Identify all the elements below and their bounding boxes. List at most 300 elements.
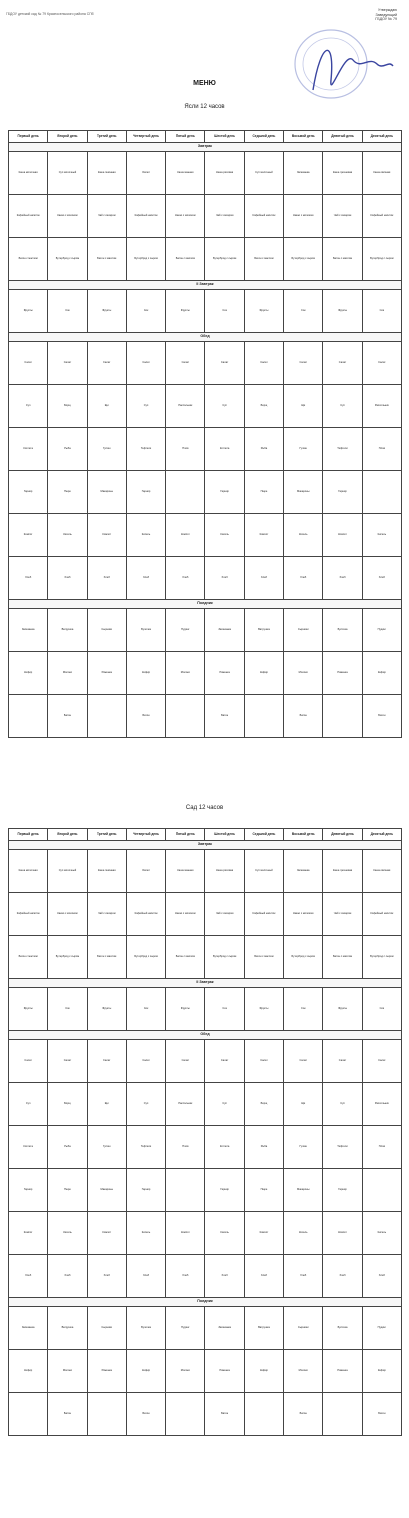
dish-cell: Кефир bbox=[126, 652, 165, 695]
dish-cell: Батон bbox=[284, 695, 323, 738]
approval-line: Заведующий bbox=[375, 12, 397, 17]
dish-cell: Хлеб bbox=[87, 1255, 126, 1298]
table-row bbox=[9, 342, 402, 385]
dish-cell: Макароны bbox=[87, 1169, 126, 1212]
meal-section-header: Обед bbox=[9, 1031, 402, 1040]
table-row bbox=[9, 428, 402, 471]
dish-cell: Гуляш bbox=[284, 1126, 323, 1169]
dish-cell: Бутерброд с сыром bbox=[205, 238, 244, 281]
dish-cell: Фрукты bbox=[87, 988, 126, 1031]
table-row bbox=[9, 238, 402, 281]
dish-cell: Сок bbox=[205, 290, 244, 333]
dish-cell: Компот bbox=[323, 514, 362, 557]
dish-cell: Гарнир bbox=[126, 1169, 165, 1212]
dish-cell: Кофейный напиток bbox=[9, 893, 48, 936]
dish-cell: Чай с сахаром bbox=[87, 195, 126, 238]
dish-cell: Щи bbox=[87, 1083, 126, 1126]
dish-cell: Бутерброд с сыром bbox=[48, 936, 87, 979]
dish-cell: Батон bbox=[48, 1393, 87, 1436]
meal-section-header: Полдник bbox=[9, 1298, 402, 1307]
dish-cell: Запеканка bbox=[9, 1307, 48, 1350]
dish-cell: Хлеб bbox=[284, 1255, 323, 1298]
dish-cell: Хлеб bbox=[323, 1255, 362, 1298]
dish-cell: Салат bbox=[323, 342, 362, 385]
dish-cell: Хлеб bbox=[9, 1255, 48, 1298]
dish-cell: Батон с маслом bbox=[9, 936, 48, 979]
dish-cell: Сырники bbox=[284, 1307, 323, 1350]
dish-cell: Ватрушка bbox=[48, 1307, 87, 1350]
dish-cell: Котлета bbox=[205, 428, 244, 471]
dish-cell: Батон с маслом bbox=[166, 238, 205, 281]
dish-cell: Каша овсяная bbox=[362, 850, 401, 893]
dish-cell: Каша гречневая bbox=[323, 152, 362, 195]
dish-cell: Рыба bbox=[48, 1126, 87, 1169]
dish-cell: Рыба bbox=[48, 428, 87, 471]
dish-cell: Фрукты bbox=[166, 290, 205, 333]
dish-cell: Салат bbox=[87, 1040, 126, 1083]
dish-cell: Сок bbox=[362, 290, 401, 333]
dish-cell: Фрукты bbox=[244, 988, 283, 1031]
dish-cell: Батон с маслом bbox=[9, 238, 48, 281]
dish-cell: Чай с сахаром bbox=[323, 893, 362, 936]
table-row bbox=[9, 1393, 402, 1436]
day-header: Восьмой день bbox=[284, 131, 323, 143]
dish-cell: Хлеб bbox=[87, 557, 126, 600]
dish-cell: Булочка bbox=[323, 609, 362, 652]
dish-cell: Омлет bbox=[126, 152, 165, 195]
approval-line: ГБДОУ № 79 bbox=[375, 17, 397, 22]
dish-cell: Гарнир bbox=[205, 471, 244, 514]
meal-section-header: II Завтрак bbox=[9, 979, 402, 988]
dish-cell: Гуляш bbox=[87, 1126, 126, 1169]
dish-cell: Фрукты bbox=[323, 290, 362, 333]
meal-section-header: II Завтрак bbox=[9, 281, 402, 290]
dish-cell: Тефтели bbox=[323, 428, 362, 471]
dish-cell bbox=[9, 1393, 48, 1436]
dish-cell: Какао с молоком bbox=[284, 893, 323, 936]
dish-cell: Чай с сахаром bbox=[87, 893, 126, 936]
dish-cell: Хлеб bbox=[362, 557, 401, 600]
dish-cell: Борщ bbox=[48, 385, 87, 428]
dish-cell: Кофейный напиток bbox=[244, 195, 283, 238]
table-row bbox=[9, 850, 402, 893]
dish-cell: Кефир bbox=[9, 652, 48, 695]
table-row bbox=[9, 1350, 402, 1393]
dish-cell: Ряженка bbox=[323, 1350, 362, 1393]
dish-cell: Кофейный напиток bbox=[244, 893, 283, 936]
dish-cell: Хлеб bbox=[126, 1255, 165, 1298]
dish-cell: Хлеб bbox=[48, 557, 87, 600]
dish-cell: Какао с молоком bbox=[166, 893, 205, 936]
dish-cell: Фрукты bbox=[323, 988, 362, 1031]
dish-cell: Молоко bbox=[48, 1350, 87, 1393]
dish-cell: Кофейный напиток bbox=[362, 195, 401, 238]
dish-cell: Салат bbox=[9, 1040, 48, 1083]
table1-subtitle: Ясли 12 часов bbox=[184, 104, 225, 110]
table-row bbox=[9, 893, 402, 936]
day-header: Девятый день bbox=[323, 131, 362, 143]
dish-cell: Компот bbox=[323, 1212, 362, 1255]
day-header: Пятый день bbox=[166, 131, 205, 143]
dish-cell: Хлеб bbox=[323, 557, 362, 600]
dish-cell bbox=[87, 695, 126, 738]
dish-cell: Тефтели bbox=[126, 428, 165, 471]
dish-cell: Хлеб bbox=[205, 1255, 244, 1298]
dish-cell: Кисель bbox=[126, 1212, 165, 1255]
dish-cell: Молоко bbox=[284, 652, 323, 695]
dish-cell: Фрукты bbox=[244, 290, 283, 333]
dish-cell: Суп bbox=[126, 1083, 165, 1126]
stamp-signature-icon bbox=[291, 20, 395, 106]
table-row bbox=[9, 988, 402, 1031]
table2-subtitle: Сад 12 часов bbox=[185, 805, 224, 811]
dish-cell bbox=[166, 695, 205, 738]
table-row bbox=[9, 609, 402, 652]
dish-cell: Батон bbox=[362, 1393, 401, 1436]
dish-cell: Гарнир bbox=[9, 471, 48, 514]
dish-cell: Кефир bbox=[244, 1350, 283, 1393]
day-header: Первый день bbox=[9, 131, 48, 143]
dish-cell: Суп молочный bbox=[244, 152, 283, 195]
dish-cell: Каша пшённая bbox=[87, 850, 126, 893]
dish-cell: Кисель bbox=[126, 514, 165, 557]
dish-cell: Кисель bbox=[205, 514, 244, 557]
day-header: Третий день bbox=[87, 829, 126, 841]
dish-cell: Сок bbox=[48, 290, 87, 333]
dish-cell bbox=[362, 471, 401, 514]
dish-cell: Каша манная bbox=[166, 850, 205, 893]
dish-cell: Котлета bbox=[205, 1126, 244, 1169]
menu-title: МЕНЮ bbox=[193, 80, 216, 87]
dish-cell: Хлеб bbox=[166, 557, 205, 600]
dish-cell: Чай с сахаром bbox=[205, 893, 244, 936]
dish-cell: Салат bbox=[126, 1040, 165, 1083]
table-row bbox=[9, 936, 402, 979]
document-header-note: ГБДОУ детский сад № 79 Красносельского района СПб bbox=[6, 12, 94, 16]
dish-cell: Молоко bbox=[166, 652, 205, 695]
dish-cell: Ватрушка bbox=[244, 1307, 283, 1350]
meal-section-header: Завтрак bbox=[9, 143, 402, 152]
dish-cell: Котлета bbox=[9, 428, 48, 471]
dish-cell: Какао с молоком bbox=[166, 195, 205, 238]
dish-cell: Батон bbox=[126, 1393, 165, 1436]
dish-cell: Плов bbox=[166, 428, 205, 471]
dish-cell: Запеканка bbox=[284, 850, 323, 893]
dish-cell: Сок bbox=[205, 988, 244, 1031]
dish-cell: Сырники bbox=[284, 609, 323, 652]
dish-cell: Суп bbox=[9, 1083, 48, 1126]
dish-cell bbox=[244, 1393, 283, 1436]
dish-cell: Компот bbox=[9, 1212, 48, 1255]
dish-cell: Суп bbox=[9, 385, 48, 428]
dish-cell: Рыба bbox=[244, 1126, 283, 1169]
dish-cell: Сок bbox=[126, 290, 165, 333]
dish-cell: Батон с маслом bbox=[244, 936, 283, 979]
dish-cell: Сырники bbox=[87, 1307, 126, 1350]
dish-cell: Каша молочная bbox=[9, 850, 48, 893]
dish-cell: Котлета bbox=[9, 1126, 48, 1169]
day-header: Пятый день bbox=[166, 829, 205, 841]
dish-cell: Суп молочный bbox=[48, 152, 87, 195]
dish-cell bbox=[9, 695, 48, 738]
dish-cell: Салат bbox=[284, 342, 323, 385]
dish-cell: Батон bbox=[205, 695, 244, 738]
dish-cell: Кисель bbox=[284, 514, 323, 557]
dish-cell: Компот bbox=[87, 1212, 126, 1255]
dish-cell: Суп bbox=[126, 385, 165, 428]
dish-cell: Щи bbox=[284, 1083, 323, 1126]
dish-cell: Суп bbox=[205, 385, 244, 428]
day-header: Четвертый день bbox=[126, 829, 165, 841]
dish-cell: Кофейный напиток bbox=[126, 893, 165, 936]
dish-cell: Бутерброд с сыром bbox=[126, 936, 165, 979]
dish-cell: Хлеб bbox=[9, 557, 48, 600]
table-row bbox=[9, 1040, 402, 1083]
dish-cell: Гуляш bbox=[87, 428, 126, 471]
dish-cell: Пудинг bbox=[166, 609, 205, 652]
dish-cell: Гарнир bbox=[323, 471, 362, 514]
dish-cell: Сок bbox=[284, 988, 323, 1031]
dish-cell: Борщ bbox=[244, 1083, 283, 1126]
dish-cell: Батон bbox=[362, 695, 401, 738]
dish-cell: Омлет bbox=[126, 850, 165, 893]
dish-cell: Булочка bbox=[126, 609, 165, 652]
menu-table-kindergarten bbox=[8, 828, 402, 1436]
dish-cell: Хлеб bbox=[284, 557, 323, 600]
day-header: Десятый день bbox=[362, 829, 401, 841]
dish-cell: Каша гречневая bbox=[323, 850, 362, 893]
dish-cell: Бутерброд с сыром bbox=[362, 936, 401, 979]
dish-cell: Какао с молоком bbox=[48, 195, 87, 238]
table-row bbox=[9, 557, 402, 600]
dish-cell: Салат bbox=[205, 1040, 244, 1083]
dish-cell: Кисель bbox=[48, 514, 87, 557]
dish-cell: Суп bbox=[323, 385, 362, 428]
dish-cell: Каша манная bbox=[166, 152, 205, 195]
dish-cell: Фрукты bbox=[87, 290, 126, 333]
dish-cell: Гарнир bbox=[323, 1169, 362, 1212]
dish-cell: Кефир bbox=[126, 1350, 165, 1393]
dish-cell bbox=[323, 1393, 362, 1436]
dish-cell: Кисель bbox=[48, 1212, 87, 1255]
dish-cell bbox=[244, 695, 283, 738]
dish-cell: Запеканка bbox=[205, 1307, 244, 1350]
dish-cell: Какао с молоком bbox=[284, 195, 323, 238]
dish-cell: Бутерброд с сыром bbox=[362, 238, 401, 281]
dish-cell: Салат bbox=[48, 1040, 87, 1083]
dish-cell: Бутерброд с сыром bbox=[48, 238, 87, 281]
dish-cell: Батон с маслом bbox=[87, 936, 126, 979]
dish-cell: Компот bbox=[244, 1212, 283, 1255]
dish-cell: Компот bbox=[9, 514, 48, 557]
dish-cell: Сок bbox=[126, 988, 165, 1031]
dish-cell: Рассольник bbox=[166, 385, 205, 428]
day-header: Шестой день bbox=[205, 829, 244, 841]
dish-cell: Булочка bbox=[323, 1307, 362, 1350]
dish-cell: Кисель bbox=[205, 1212, 244, 1255]
dish-cell: Пудинг bbox=[362, 1307, 401, 1350]
dish-cell: Щи bbox=[87, 385, 126, 428]
table-row bbox=[9, 385, 402, 428]
day-header: Десятый день bbox=[362, 131, 401, 143]
dish-cell: Плов bbox=[362, 1126, 401, 1169]
dish-cell: Салат bbox=[166, 342, 205, 385]
dish-cell: Хлеб bbox=[126, 557, 165, 600]
day-header: Шестой день bbox=[205, 131, 244, 143]
dish-cell: Бутерброд с сыром bbox=[205, 936, 244, 979]
dish-cell bbox=[87, 1393, 126, 1436]
table-row bbox=[9, 1126, 402, 1169]
approval-line: Утверждаю bbox=[378, 8, 397, 12]
dish-cell: Фрукты bbox=[9, 290, 48, 333]
dish-cell: Суп молочный bbox=[48, 850, 87, 893]
dish-cell: Суп bbox=[323, 1083, 362, 1126]
dish-cell: Булочка bbox=[126, 1307, 165, 1350]
table-row bbox=[9, 695, 402, 738]
dish-cell: Молоко bbox=[284, 1350, 323, 1393]
dish-cell: Компот bbox=[87, 514, 126, 557]
day-header: Восьмой день bbox=[284, 829, 323, 841]
dish-cell: Кисель bbox=[362, 1212, 401, 1255]
dish-cell: Салат bbox=[166, 1040, 205, 1083]
dish-cell: Салат bbox=[284, 1040, 323, 1083]
dish-cell: Хлеб bbox=[244, 1255, 283, 1298]
dish-cell: Ватрушка bbox=[244, 609, 283, 652]
dish-cell: Сок bbox=[48, 988, 87, 1031]
dish-cell: Кефир bbox=[362, 652, 401, 695]
dish-cell: Запеканка bbox=[9, 609, 48, 652]
dish-cell: Бутерброд с сыром bbox=[284, 238, 323, 281]
dish-cell: Салат bbox=[205, 342, 244, 385]
table-row bbox=[9, 652, 402, 695]
dish-cell: Ряженка bbox=[87, 652, 126, 695]
dish-cell: Фрукты bbox=[9, 988, 48, 1031]
dish-cell: Макароны bbox=[284, 1169, 323, 1212]
dish-cell: Батон с маслом bbox=[323, 936, 362, 979]
dish-cell: Бутерброд с сыром bbox=[284, 936, 323, 979]
dish-cell: Кефир bbox=[362, 1350, 401, 1393]
dish-cell: Кофейный напиток bbox=[9, 195, 48, 238]
day-header: Второй день bbox=[48, 829, 87, 841]
table-row bbox=[9, 1169, 402, 1212]
dish-cell: Тефтели bbox=[126, 1126, 165, 1169]
dish-cell: Пюре bbox=[244, 471, 283, 514]
dish-cell: Кисель bbox=[362, 514, 401, 557]
dish-cell: Салат bbox=[323, 1040, 362, 1083]
dish-cell: Салат bbox=[9, 342, 48, 385]
dish-cell: Гарнир bbox=[205, 1169, 244, 1212]
dish-cell: Борщ bbox=[244, 385, 283, 428]
dish-cell: Пудинг bbox=[362, 609, 401, 652]
dish-cell: Ватрушка bbox=[48, 609, 87, 652]
dish-cell: Запеканка bbox=[284, 152, 323, 195]
day-header: Первый день bbox=[9, 829, 48, 841]
dish-cell: Плов bbox=[362, 428, 401, 471]
dish-cell: Макароны bbox=[87, 471, 126, 514]
day-header: Седьмой день bbox=[244, 829, 283, 841]
dish-cell bbox=[166, 471, 205, 514]
dish-cell: Чай с сахаром bbox=[205, 195, 244, 238]
dish-cell: Хлеб bbox=[362, 1255, 401, 1298]
table-row bbox=[9, 195, 402, 238]
dish-cell: Ряженка bbox=[87, 1350, 126, 1393]
dish-cell: Батон с маслом bbox=[323, 238, 362, 281]
table-row bbox=[9, 1307, 402, 1350]
dish-cell: Ряженка bbox=[323, 652, 362, 695]
day-header: Четвертый день bbox=[126, 131, 165, 143]
dish-cell: Компот bbox=[244, 514, 283, 557]
meal-section-header: Полдник bbox=[9, 600, 402, 609]
meal-section-header: Обед bbox=[9, 333, 402, 342]
dish-cell: Фрукты bbox=[166, 988, 205, 1031]
dish-cell bbox=[166, 1393, 205, 1436]
table-row bbox=[9, 1255, 402, 1298]
dish-cell: Кофейный напиток bbox=[126, 195, 165, 238]
dish-cell: Рассольник bbox=[362, 385, 401, 428]
dish-cell: Бутерброд с сыром bbox=[126, 238, 165, 281]
dish-cell: Плов bbox=[166, 1126, 205, 1169]
dish-cell: Борщ bbox=[48, 1083, 87, 1126]
dish-cell: Запеканка bbox=[205, 609, 244, 652]
dish-cell: Салат bbox=[362, 342, 401, 385]
dish-cell: Батон с маслом bbox=[244, 238, 283, 281]
dish-cell: Кефир bbox=[244, 652, 283, 695]
dish-cell: Батон bbox=[126, 695, 165, 738]
table-row bbox=[9, 514, 402, 557]
dish-cell: Салат bbox=[87, 342, 126, 385]
meal-section-header: Завтрак bbox=[9, 841, 402, 850]
dish-cell: Каша молочная bbox=[9, 152, 48, 195]
dish-cell: Суп молочный bbox=[244, 850, 283, 893]
dish-cell: Батон с маслом bbox=[166, 936, 205, 979]
dish-cell: Молоко bbox=[166, 1350, 205, 1393]
dish-cell: Молоко bbox=[48, 652, 87, 695]
dish-cell: Салат bbox=[126, 342, 165, 385]
dish-cell: Ряженка bbox=[205, 652, 244, 695]
dish-cell: Сок bbox=[362, 988, 401, 1031]
table-row bbox=[9, 471, 402, 514]
table-row bbox=[9, 1212, 402, 1255]
dish-cell: Гуляш bbox=[284, 428, 323, 471]
dish-cell: Гарнир bbox=[126, 471, 165, 514]
dish-cell: Хлеб bbox=[166, 1255, 205, 1298]
menu-table-nursery bbox=[8, 130, 402, 738]
dish-cell: Каша рисовая bbox=[205, 850, 244, 893]
dish-cell: Хлеб bbox=[244, 557, 283, 600]
dish-cell: Батон bbox=[48, 695, 87, 738]
dish-cell: Батон bbox=[284, 1393, 323, 1436]
day-header: Третий день bbox=[87, 131, 126, 143]
dish-cell: Кисель bbox=[284, 1212, 323, 1255]
dish-cell: Компот bbox=[166, 514, 205, 557]
dish-cell: Ряженка bbox=[205, 1350, 244, 1393]
dish-cell: Рассольник bbox=[362, 1083, 401, 1126]
dish-cell: Щи bbox=[284, 385, 323, 428]
dish-cell: Пюре bbox=[244, 1169, 283, 1212]
dish-cell: Макароны bbox=[284, 471, 323, 514]
dish-cell bbox=[362, 1169, 401, 1212]
dish-cell: Батон bbox=[205, 1393, 244, 1436]
dish-cell: Хлеб bbox=[205, 557, 244, 600]
dish-cell: Тефтели bbox=[323, 1126, 362, 1169]
dish-cell: Пюре bbox=[48, 471, 87, 514]
dish-cell bbox=[323, 695, 362, 738]
day-header: Седьмой день bbox=[244, 131, 283, 143]
dish-cell: Сок bbox=[284, 290, 323, 333]
dish-cell: Хлеб bbox=[48, 1255, 87, 1298]
dish-cell: Каша овсяная bbox=[362, 152, 401, 195]
table-row bbox=[9, 1083, 402, 1126]
